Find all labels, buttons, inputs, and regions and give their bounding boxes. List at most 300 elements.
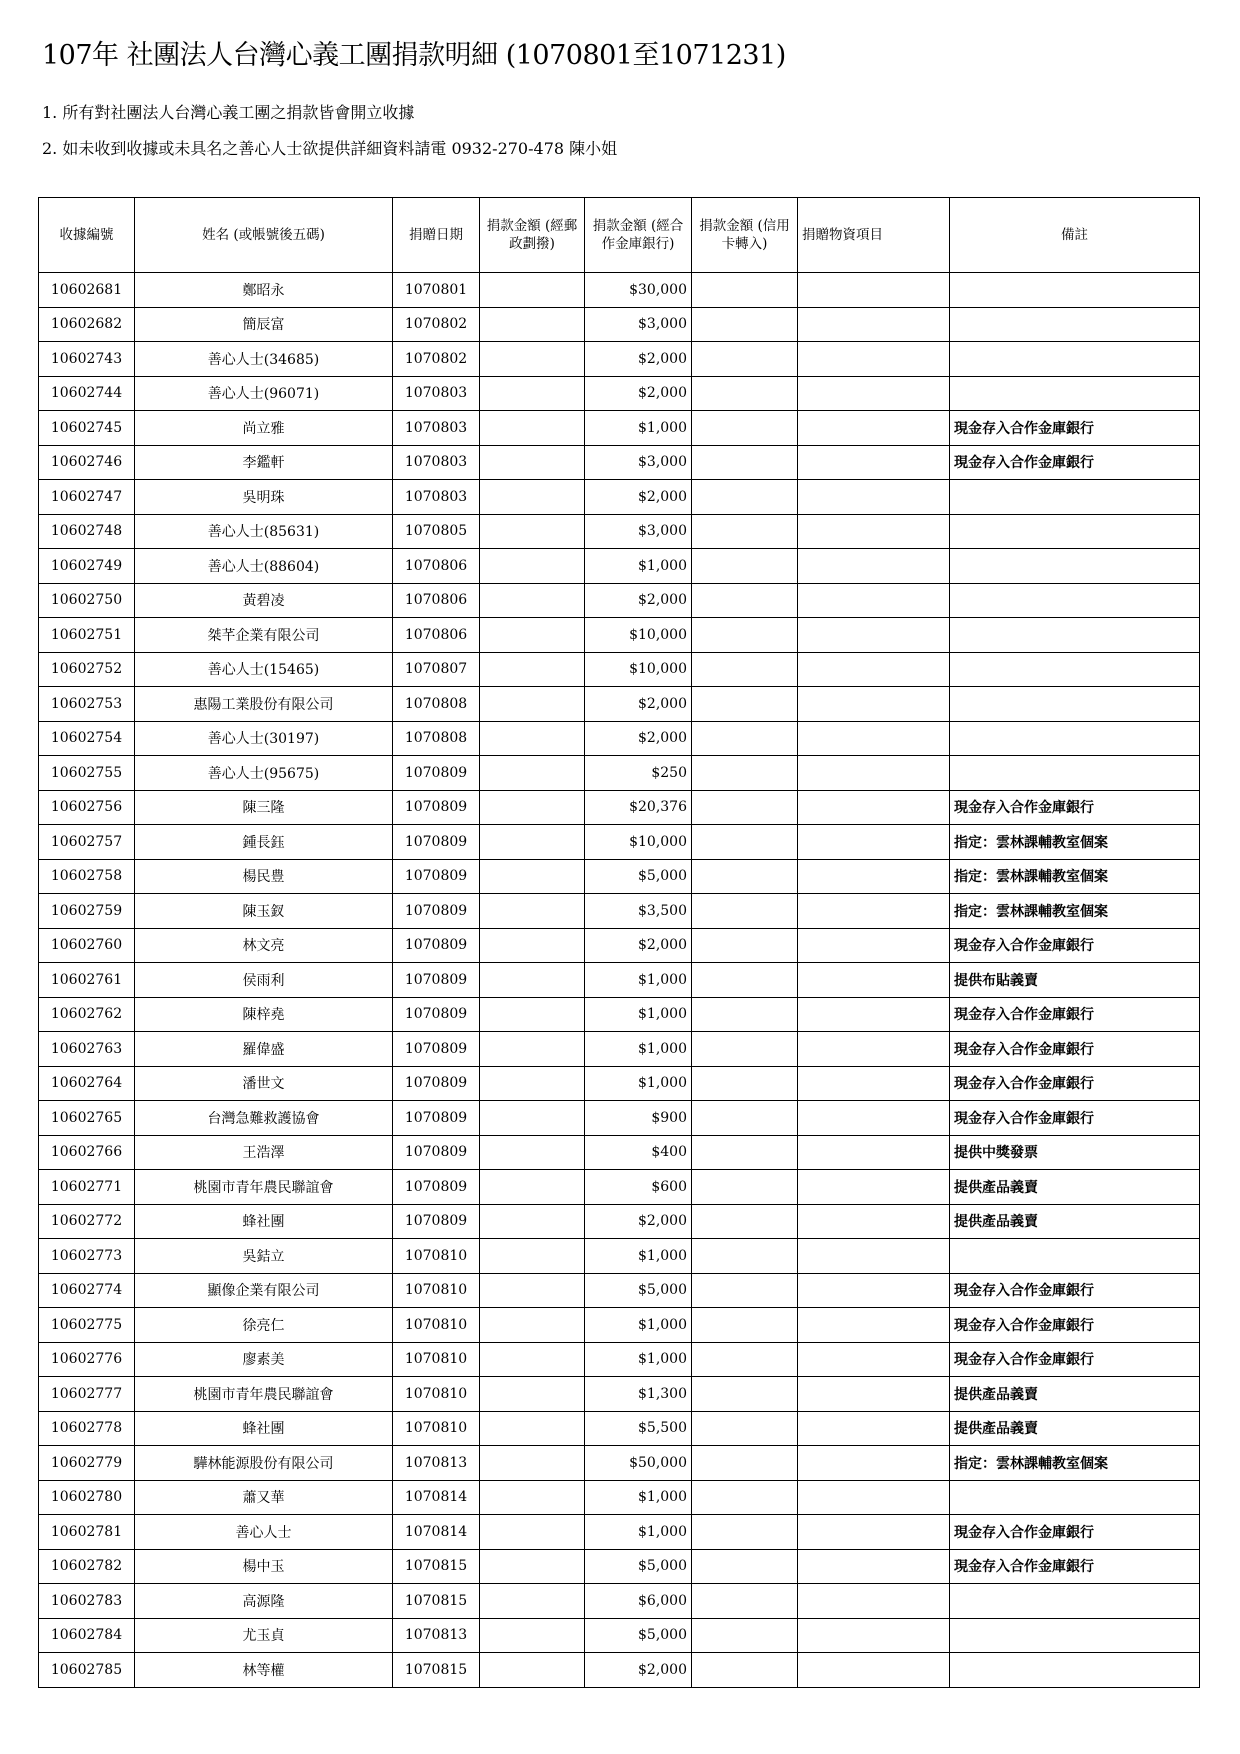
- postal-amount-cell: [480, 997, 585, 1032]
- donor-name-cell: 善心人士(85631): [135, 514, 393, 549]
- donor-name-cell: 李鑑軒: [135, 445, 393, 480]
- goods-cell: [798, 1135, 950, 1170]
- postal-amount-cell: [480, 1101, 585, 1136]
- postal-amount-cell: [480, 1135, 585, 1170]
- remarks-cell: [950, 721, 1200, 756]
- table-row: [39, 687, 1200, 722]
- postal-amount-cell: [480, 1411, 585, 1446]
- goods-cell: [798, 1377, 950, 1412]
- postal-amount-cell: [480, 618, 585, 653]
- table-row: [39, 618, 1200, 653]
- table-row: [39, 583, 1200, 618]
- goods-cell: [798, 1032, 950, 1067]
- table-row: [39, 1411, 1200, 1446]
- bank-amount-cell: $1,000: [585, 1342, 692, 1377]
- table-row: [39, 1618, 1200, 1653]
- remarks-cell: 現金存入合作金庫銀行: [950, 1549, 1200, 1584]
- bank-amount-cell: $250: [585, 756, 692, 791]
- bank-amount-cell: $6,000: [585, 1584, 692, 1619]
- donor-name-cell: 王浩澤: [135, 1135, 393, 1170]
- card-amount-cell: [692, 1446, 798, 1481]
- postal-amount-cell: [480, 1618, 585, 1653]
- header-bank-amount: 捐款金額 (經合作金庫銀行): [585, 198, 692, 273]
- table-row: [39, 1101, 1200, 1136]
- goods-cell: [798, 1273, 950, 1308]
- card-amount-cell: [692, 273, 798, 308]
- goods-cell: [798, 825, 950, 860]
- postal-amount-cell: [480, 1515, 585, 1550]
- goods-cell: [798, 1515, 950, 1550]
- table-row: [39, 1204, 1200, 1239]
- card-amount-cell: [692, 1515, 798, 1550]
- remarks-cell: 提供產品義賣: [950, 1377, 1200, 1412]
- table-row: [39, 1480, 1200, 1515]
- receipt-no-cell: 10602762: [39, 997, 135, 1032]
- receipt-no-cell: 10602756: [39, 790, 135, 825]
- card-amount-cell: [692, 1273, 798, 1308]
- goods-cell: [798, 1411, 950, 1446]
- receipt-no-cell: 10602783: [39, 1584, 135, 1619]
- bank-amount-cell: $2,000: [585, 721, 692, 756]
- receipt-no-cell: 10602745: [39, 411, 135, 446]
- receipt-no-cell: 10602681: [39, 273, 135, 308]
- page-title: 107年 社團法人台灣心義工團捐款明細 (1070801至1071231): [42, 40, 786, 71]
- table-row: [39, 411, 1200, 446]
- bank-amount-cell: $2,000: [585, 1204, 692, 1239]
- bank-amount-cell: $3,000: [585, 307, 692, 342]
- card-amount-cell: [692, 963, 798, 998]
- remarks-cell: 現金存入合作金庫銀行: [950, 1342, 1200, 1377]
- bank-amount-cell: $900: [585, 1101, 692, 1136]
- donation-date-cell: 1070806: [393, 549, 480, 584]
- bank-amount-cell: $2,000: [585, 1653, 692, 1688]
- table-row: [39, 1653, 1200, 1688]
- table-row: [39, 1342, 1200, 1377]
- table-row: [39, 721, 1200, 756]
- donation-date-cell: 1070809: [393, 1135, 480, 1170]
- donor-name-cell: 善心人士(30197): [135, 721, 393, 756]
- postal-amount-cell: [480, 859, 585, 894]
- card-amount-cell: [692, 1377, 798, 1412]
- receipt-no-cell: 10602774: [39, 1273, 135, 1308]
- card-amount-cell: [692, 1204, 798, 1239]
- goods-cell: [798, 618, 950, 653]
- bank-amount-cell: $1,000: [585, 997, 692, 1032]
- goods-cell: [798, 963, 950, 998]
- postal-amount-cell: [480, 963, 585, 998]
- receipt-no-cell: 10602753: [39, 687, 135, 722]
- postal-amount-cell: [480, 928, 585, 963]
- goods-cell: [798, 1549, 950, 1584]
- donor-name-cell: 黃碧凌: [135, 583, 393, 618]
- remarks-cell: 指定：雲林課輔教室個案: [950, 859, 1200, 894]
- receipt-no-cell: 10602781: [39, 1515, 135, 1550]
- bank-amount-cell: $20,376: [585, 790, 692, 825]
- remarks-cell: [950, 480, 1200, 515]
- card-amount-cell: [692, 376, 798, 411]
- card-amount-cell: [692, 342, 798, 377]
- donor-name-cell: 林等權: [135, 1653, 393, 1688]
- remarks-cell: [950, 756, 1200, 791]
- table-row: [39, 1239, 1200, 1274]
- remarks-cell: 現金存入合作金庫銀行: [950, 1515, 1200, 1550]
- receipt-no-cell: 10602744: [39, 376, 135, 411]
- bank-amount-cell: $1,000: [585, 411, 692, 446]
- goods-cell: [798, 583, 950, 618]
- remarks-cell: [950, 273, 1200, 308]
- donation-date-cell: 1070803: [393, 445, 480, 480]
- receipt-no-cell: 10602766: [39, 1135, 135, 1170]
- remarks-cell: 指定：雲林課輔教室個案: [950, 894, 1200, 929]
- donor-name-cell: 顯像企業有限公司: [135, 1273, 393, 1308]
- donor-name-cell: 陳玉釵: [135, 894, 393, 929]
- donor-name-cell: 高源隆: [135, 1584, 393, 1619]
- donation-date-cell: 1070810: [393, 1239, 480, 1274]
- bank-amount-cell: $10,000: [585, 652, 692, 687]
- bank-amount-cell: $2,000: [585, 583, 692, 618]
- postal-amount-cell: [480, 1204, 585, 1239]
- card-amount-cell: [692, 1239, 798, 1274]
- postal-amount-cell: [480, 549, 585, 584]
- goods-cell: [798, 549, 950, 584]
- postal-amount-cell: [480, 721, 585, 756]
- bank-amount-cell: $10,000: [585, 825, 692, 860]
- goods-cell: [798, 480, 950, 515]
- card-amount-cell: [692, 1032, 798, 1067]
- card-amount-cell: [692, 1066, 798, 1101]
- table-row: [39, 376, 1200, 411]
- card-amount-cell: [692, 1135, 798, 1170]
- goods-cell: [798, 997, 950, 1032]
- header-name: 姓名 (或帳號後五碼): [135, 198, 393, 273]
- table-row: [39, 307, 1200, 342]
- donor-name-cell: 簡辰富: [135, 307, 393, 342]
- donation-date-cell: 1070810: [393, 1411, 480, 1446]
- postal-amount-cell: [480, 894, 585, 929]
- donation-date-cell: 1070809: [393, 963, 480, 998]
- card-amount-cell: [692, 583, 798, 618]
- donor-name-cell: 驊林能源股份有限公司: [135, 1446, 393, 1481]
- donation-date-cell: 1070803: [393, 480, 480, 515]
- goods-cell: [798, 756, 950, 791]
- card-amount-cell: [692, 859, 798, 894]
- donor-name-cell: 尚立雅: [135, 411, 393, 446]
- donor-name-cell: 楊中玉: [135, 1549, 393, 1584]
- donation-date-cell: 1070810: [393, 1273, 480, 1308]
- remarks-cell: 現金存入合作金庫銀行: [950, 997, 1200, 1032]
- card-amount-cell: [692, 721, 798, 756]
- table-row: [39, 445, 1200, 480]
- table-row: [39, 480, 1200, 515]
- remarks-cell: 現金存入合作金庫銀行: [950, 1308, 1200, 1343]
- table-row: [39, 549, 1200, 584]
- postal-amount-cell: [480, 790, 585, 825]
- receipt-no-cell: 10602743: [39, 342, 135, 377]
- remarks-cell: [950, 514, 1200, 549]
- donor-name-cell: 善心人士(96071): [135, 376, 393, 411]
- table-row: [39, 894, 1200, 929]
- card-amount-cell: [692, 1480, 798, 1515]
- table-row: [39, 514, 1200, 549]
- receipt-no-cell: 10602754: [39, 721, 135, 756]
- remarks-cell: [950, 1618, 1200, 1653]
- bank-amount-cell: $1,000: [585, 1308, 692, 1343]
- receipt-no-cell: 10602764: [39, 1066, 135, 1101]
- goods-cell: [798, 1239, 950, 1274]
- card-amount-cell: [692, 1411, 798, 1446]
- card-amount-cell: [692, 1101, 798, 1136]
- table-row: [39, 1135, 1200, 1170]
- donation-date-cell: 1070815: [393, 1584, 480, 1619]
- table-row: [39, 825, 1200, 860]
- receipt-no-cell: 10602751: [39, 618, 135, 653]
- remarks-cell: [950, 376, 1200, 411]
- postal-amount-cell: [480, 825, 585, 860]
- postal-amount-cell: [480, 445, 585, 480]
- remarks-cell: [950, 342, 1200, 377]
- remarks-cell: 指定：雲林課輔教室個案: [950, 1446, 1200, 1481]
- donation-date-cell: 1070814: [393, 1515, 480, 1550]
- remarks-cell: [950, 687, 1200, 722]
- donor-name-cell: 桃園市青年農民聯誼會: [135, 1170, 393, 1205]
- goods-cell: [798, 1618, 950, 1653]
- goods-cell: [798, 1101, 950, 1136]
- postal-amount-cell: [480, 342, 585, 377]
- remarks-cell: [950, 307, 1200, 342]
- card-amount-cell: [692, 1549, 798, 1584]
- goods-cell: [798, 687, 950, 722]
- receipt-no-cell: 10602755: [39, 756, 135, 791]
- remarks-cell: 現金存入合作金庫銀行: [950, 1032, 1200, 1067]
- donor-name-cell: 徐亮仁: [135, 1308, 393, 1343]
- goods-cell: [798, 273, 950, 308]
- donor-name-cell: 善心人士: [135, 1515, 393, 1550]
- postal-amount-cell: [480, 1653, 585, 1688]
- donor-name-cell: 蜂社團: [135, 1204, 393, 1239]
- postal-amount-cell: [480, 1273, 585, 1308]
- remarks-cell: 提供中獎發票: [950, 1135, 1200, 1170]
- goods-cell: [798, 652, 950, 687]
- postal-amount-cell: [480, 1308, 585, 1343]
- donor-name-cell: 楊民豊: [135, 859, 393, 894]
- receipt-no-cell: 10602752: [39, 652, 135, 687]
- donation-date-cell: 1070809: [393, 1170, 480, 1205]
- receipt-no-cell: 10602780: [39, 1480, 135, 1515]
- postal-amount-cell: [480, 1342, 585, 1377]
- table-row: [39, 1549, 1200, 1584]
- note-contact: 2. 如未收到收據或未具名之善心人士欲提供詳細資料請電 0932-270-478 陳小姐: [42, 139, 618, 158]
- bank-amount-cell: $1,300: [585, 1377, 692, 1412]
- goods-cell: [798, 1170, 950, 1205]
- receipt-no-cell: 10602778: [39, 1411, 135, 1446]
- goods-cell: [798, 411, 950, 446]
- bank-amount-cell: $5,500: [585, 1411, 692, 1446]
- donation-date-cell: 1070808: [393, 687, 480, 722]
- postal-amount-cell: [480, 273, 585, 308]
- postal-amount-cell: [480, 583, 585, 618]
- header-card-amount: 捐款金額 (信用卡轉入): [692, 198, 798, 273]
- donation-table: [38, 197, 1200, 1688]
- postal-amount-cell: [480, 1032, 585, 1067]
- goods-cell: [798, 1066, 950, 1101]
- receipt-no-cell: 10602779: [39, 1446, 135, 1481]
- donation-date-cell: 1070809: [393, 997, 480, 1032]
- card-amount-cell: [692, 997, 798, 1032]
- card-amount-cell: [692, 480, 798, 515]
- goods-cell: [798, 342, 950, 377]
- card-amount-cell: [692, 790, 798, 825]
- bank-amount-cell: $5,000: [585, 1549, 692, 1584]
- table-row: [39, 1170, 1200, 1205]
- table-row: [39, 342, 1200, 377]
- postal-amount-cell: [480, 1584, 585, 1619]
- card-amount-cell: [692, 687, 798, 722]
- bank-amount-cell: $3,000: [585, 514, 692, 549]
- goods-cell: [798, 376, 950, 411]
- donor-name-cell: 善心人士(95675): [135, 756, 393, 791]
- card-amount-cell: [692, 618, 798, 653]
- receipt-no-cell: 10602760: [39, 928, 135, 963]
- receipt-no-cell: 10602682: [39, 307, 135, 342]
- receipt-no-cell: 10602775: [39, 1308, 135, 1343]
- donor-name-cell: 善心人士(88604): [135, 549, 393, 584]
- receipt-no-cell: 10602758: [39, 859, 135, 894]
- donor-name-cell: 吳銡立: [135, 1239, 393, 1274]
- remarks-cell: 現金存入合作金庫銀行: [950, 790, 1200, 825]
- table-row: [39, 1446, 1200, 1481]
- card-amount-cell: [692, 825, 798, 860]
- donation-date-cell: 1070809: [393, 756, 480, 791]
- donation-date-cell: 1070810: [393, 1308, 480, 1343]
- donor-name-cell: 蜂社團: [135, 1411, 393, 1446]
- donor-name-cell: 台灣急難救護協會: [135, 1101, 393, 1136]
- receipt-no-cell: 10602776: [39, 1342, 135, 1377]
- card-amount-cell: [692, 1584, 798, 1619]
- donation-date-cell: 1070809: [393, 928, 480, 963]
- bank-amount-cell: $2,000: [585, 342, 692, 377]
- postal-amount-cell: [480, 1446, 585, 1481]
- receipt-no-cell: 10602772: [39, 1204, 135, 1239]
- postal-amount-cell: [480, 1549, 585, 1584]
- donation-date-cell: 1070806: [393, 618, 480, 653]
- goods-cell: [798, 307, 950, 342]
- table-row: [39, 928, 1200, 963]
- goods-cell: [798, 1480, 950, 1515]
- donation-date-cell: 1070809: [393, 894, 480, 929]
- receipt-no-cell: 10602759: [39, 894, 135, 929]
- bank-amount-cell: $2,000: [585, 376, 692, 411]
- receipt-no-cell: 10602750: [39, 583, 135, 618]
- donation-date-cell: 1070802: [393, 342, 480, 377]
- postal-amount-cell: [480, 514, 585, 549]
- remarks-cell: [950, 1480, 1200, 1515]
- card-amount-cell: [692, 514, 798, 549]
- donation-date-cell: 1070809: [393, 859, 480, 894]
- card-amount-cell: [692, 307, 798, 342]
- table-row: [39, 1584, 1200, 1619]
- donor-name-cell: 侯雨利: [135, 963, 393, 998]
- receipt-no-cell: 10602761: [39, 963, 135, 998]
- bank-amount-cell: $2,000: [585, 480, 692, 515]
- postal-amount-cell: [480, 1480, 585, 1515]
- donor-name-cell: 桃園市青年農民聯誼會: [135, 1377, 393, 1412]
- remarks-cell: [950, 1239, 1200, 1274]
- card-amount-cell: [692, 652, 798, 687]
- goods-cell: [798, 1446, 950, 1481]
- remarks-cell: 提供產品義賣: [950, 1170, 1200, 1205]
- receipt-no-cell: 10602784: [39, 1618, 135, 1653]
- donor-name-cell: 林文亮: [135, 928, 393, 963]
- table-row: [39, 652, 1200, 687]
- postal-amount-cell: [480, 1066, 585, 1101]
- postal-amount-cell: [480, 307, 585, 342]
- donor-name-cell: 羅偉盛: [135, 1032, 393, 1067]
- postal-amount-cell: [480, 652, 585, 687]
- donation-date-cell: 1070803: [393, 376, 480, 411]
- bank-amount-cell: $1,000: [585, 1515, 692, 1550]
- donation-date-cell: 1070809: [393, 790, 480, 825]
- bank-amount-cell: $10,000: [585, 618, 692, 653]
- donation-date-cell: 1070808: [393, 721, 480, 756]
- donation-date-cell: 1070807: [393, 652, 480, 687]
- card-amount-cell: [692, 756, 798, 791]
- remarks-cell: [950, 583, 1200, 618]
- remarks-cell: 現金存入合作金庫銀行: [950, 445, 1200, 480]
- header-date: 捐贈日期: [393, 198, 480, 273]
- bank-amount-cell: $50,000: [585, 1446, 692, 1481]
- postal-amount-cell: [480, 687, 585, 722]
- remarks-cell: 現金存入合作金庫銀行: [950, 1066, 1200, 1101]
- bank-amount-cell: $3,000: [585, 445, 692, 480]
- remarks-cell: 現金存入合作金庫銀行: [950, 1101, 1200, 1136]
- card-amount-cell: [692, 549, 798, 584]
- donation-date-cell: 1070810: [393, 1342, 480, 1377]
- bank-amount-cell: $2,000: [585, 687, 692, 722]
- donation-date-cell: 1070805: [393, 514, 480, 549]
- table-row: [39, 1515, 1200, 1550]
- donor-name-cell: 蕭又華: [135, 1480, 393, 1515]
- donation-date-cell: 1070813: [393, 1618, 480, 1653]
- card-amount-cell: [692, 1308, 798, 1343]
- bank-amount-cell: $1,000: [585, 1480, 692, 1515]
- donor-name-cell: 廖素美: [135, 1342, 393, 1377]
- receipt-no-cell: 10602773: [39, 1239, 135, 1274]
- header-postal-amount: 捐款金額 (經郵政劃撥): [480, 198, 585, 273]
- receipt-no-cell: 10602785: [39, 1653, 135, 1688]
- table-row: [39, 963, 1200, 998]
- table-row: [39, 1377, 1200, 1412]
- goods-cell: [798, 721, 950, 756]
- bank-amount-cell: $5,000: [585, 859, 692, 894]
- goods-cell: [798, 1204, 950, 1239]
- card-amount-cell: [692, 1342, 798, 1377]
- card-amount-cell: [692, 894, 798, 929]
- receipt-no-cell: 10602763: [39, 1032, 135, 1067]
- donation-date-cell: 1070810: [393, 1377, 480, 1412]
- donation-date-cell: 1070809: [393, 1032, 480, 1067]
- donor-name-cell: 陳梓堯: [135, 997, 393, 1032]
- donor-name-cell: 善心人士(34685): [135, 342, 393, 377]
- receipt-no-cell: 10602757: [39, 825, 135, 860]
- remarks-cell: 提供布貼義賣: [950, 963, 1200, 998]
- donor-name-cell: 善心人士(15465): [135, 652, 393, 687]
- donation-date-cell: 1070814: [393, 1480, 480, 1515]
- postal-amount-cell: [480, 1377, 585, 1412]
- remarks-cell: [950, 549, 1200, 584]
- donor-name-cell: 鄭昭永: [135, 273, 393, 308]
- bank-amount-cell: $2,000: [585, 928, 692, 963]
- goods-cell: [798, 790, 950, 825]
